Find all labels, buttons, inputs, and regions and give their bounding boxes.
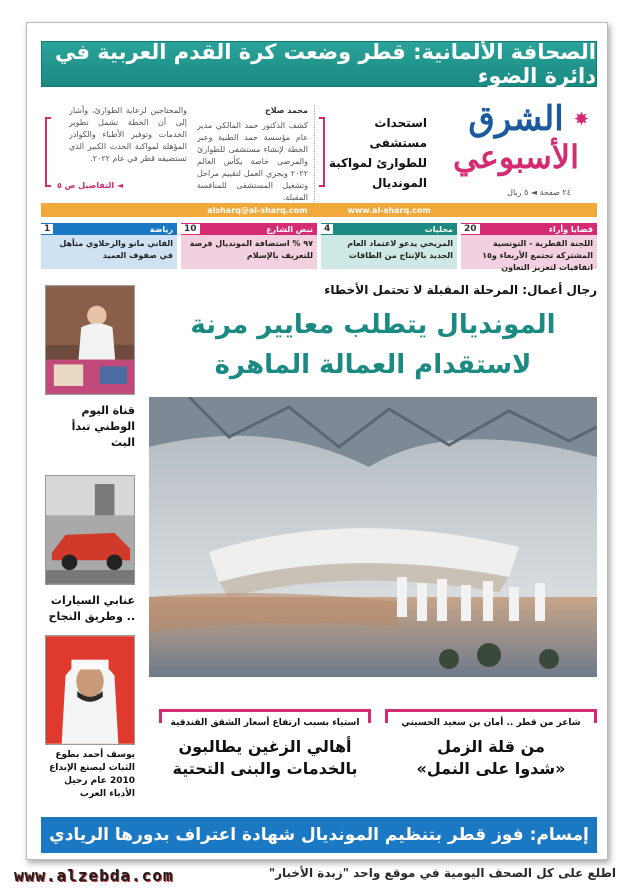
corner-mark (589, 709, 597, 723)
sidebar (41, 277, 141, 815)
section-page-number: 20 (461, 224, 480, 234)
logo-bottom-text: الأسبوعي (453, 138, 579, 176)
main-area (41, 277, 597, 815)
story-headline-line-1: من قلة الزمل (437, 737, 545, 756)
sections-row (41, 223, 597, 271)
story-residents[interactable] (159, 709, 371, 809)
section-street[interactable] (181, 223, 317, 271)
teaser-headline[interactable]: استحداث مستشفى للطوارئ لمواكبة المونديال (328, 116, 427, 190)
section-page-number: 10 (181, 224, 200, 234)
masthead (41, 95, 597, 202)
portrait-photo (45, 635, 135, 745)
section-tab-label: قضايا وأراء (548, 224, 593, 234)
bracket-left (45, 117, 51, 187)
headline-line-2: لاستقدام العمالة الماهرة (214, 350, 532, 380)
profile-subtitle-2: 2010 عام رحيل الأدباء العرب (64, 776, 135, 799)
story-headline-line-2: بالخدمات والبنى التحتية (172, 759, 358, 778)
profile-subtitle: الثبات ليصنع الإبداع (49, 763, 135, 773)
tv-presenter-photo (45, 285, 135, 395)
teaser-column-b (69, 105, 187, 165)
sidebar-item-tv[interactable] (45, 285, 135, 451)
main-column (149, 277, 597, 815)
section-tab (41, 223, 177, 235)
teaser-body-a: كشف الدكتور حمد المالكي مدير عام مؤسسة حمد الطبية وعبر الخطة لإنشاء مستشفى للطوارئ والمرضى خاصة بكأس العالم ٢٠٢٢ ويجري العمل لتقييم مراحل وتشغيل المستشفى للمنافسة المقبلة. (197, 121, 308, 202)
newspaper-logo (441, 99, 591, 195)
main-kicker: رجال أعمال: المرحلة المقبلة لا تحتمل الأخطاء (324, 283, 597, 297)
section-teaser: ٩٧ % استضافة المونديال فرصة للتعريف بالإسلام (181, 235, 317, 269)
url-bar (41, 203, 597, 217)
bottom-banner-headline[interactable]: إمسام: فوز قطر بتنظيم المونديال شهادة اعتراف بدورها الريادي (41, 817, 597, 853)
profile-name: يوسف أحمد بطوع (55, 750, 135, 760)
star-icon: ✸ (573, 109, 589, 130)
section-sports[interactable] (41, 223, 177, 271)
story-kicker: شاعر من قطر .. أمان بن سعيد الحسيني (401, 718, 581, 728)
section-page-number: 4 (321, 224, 333, 234)
email-address[interactable]: alsharq@al-sharq.com (207, 205, 308, 215)
sidebar-item-cars[interactable] (45, 475, 135, 625)
corner-mark (363, 709, 371, 723)
byline: محمد صلاح (264, 106, 308, 115)
corner-mark (385, 709, 393, 723)
logo-top-text: الشرق (468, 99, 564, 139)
headline-line-1: المونديال يتطلب معايير مرنة (190, 310, 556, 340)
race-car-photo (45, 475, 135, 585)
section-opinion[interactable] (461, 223, 597, 271)
sidebar-item-profile[interactable] (45, 635, 135, 801)
section-local[interactable] (321, 223, 457, 271)
story-kicker: استياء بسبب ارتفاع أسعار الشقق الفندقية (170, 718, 360, 728)
story-poet[interactable] (385, 709, 597, 809)
main-headline[interactable] (149, 305, 597, 385)
stadium-rendering-photo (149, 397, 597, 677)
section-tab (321, 223, 457, 235)
top-banner-headline[interactable]: الصحافة الألمانية: قطر وضعت كرة القدم العربية في دائرة الضوء (41, 41, 597, 87)
footer-website-link[interactable]: www.alzebda.com (14, 866, 174, 885)
story-headline-line-1: أهالي الزغين يطالبون (178, 737, 352, 756)
section-tab (181, 223, 317, 235)
sidebar-item-title: عنابي السيارات .. وطريق النجاح (48, 594, 135, 623)
teaser-body-b: والمحتاجين لرعاية الطوارئ، وأشار إلى أن الخطة تشمل تطوير الخدمات وتوفير الأطباء والكوادر المؤهلة لمواكبة الحدث الكبير الذي تستضيفه قطر في عام ٢٠٢٢. (69, 106, 187, 163)
section-page-number: 1 (41, 224, 53, 234)
section-teaser: المريخي يدعو لاعتماد العام الجديد بالإنتاج من الطاقات (321, 235, 457, 269)
story-headline-line-2: «شدوا على النمل» (416, 759, 566, 778)
corner-mark (159, 709, 167, 723)
section-tab (461, 223, 597, 235)
newspaper-page (26, 22, 608, 860)
footer-promo-text: اطلع على كل الصحف اليومية في موقع واحد "زبدة الأخبار" (268, 866, 616, 880)
teaser-column-a (197, 105, 315, 204)
sidebar-item-title: قناة اليوم الوطني تبدأ البث (71, 404, 135, 449)
details-link[interactable]: ◄ التفاصيل ص ٥ (57, 181, 124, 190)
section-tab-label: نبض الشارع (266, 224, 313, 234)
section-tab-label: محليات (424, 224, 453, 234)
section-tab-label: رياضة (149, 224, 173, 234)
section-teaser: اللجنة القطرية - التونسية المشتركة تجتمع الأربعاء و١٥ اتفاقيات لتعزيز التعاون (461, 235, 597, 269)
bracket-right (319, 117, 325, 187)
website-url[interactable]: www.al-sharq.com (347, 205, 431, 215)
issue-meta: ٢٤ صفحة ◄ ٥ ريال (507, 188, 571, 197)
section-teaser: الفاني مانو والزحلاوي متأهل في صفوف العميد (41, 235, 177, 269)
